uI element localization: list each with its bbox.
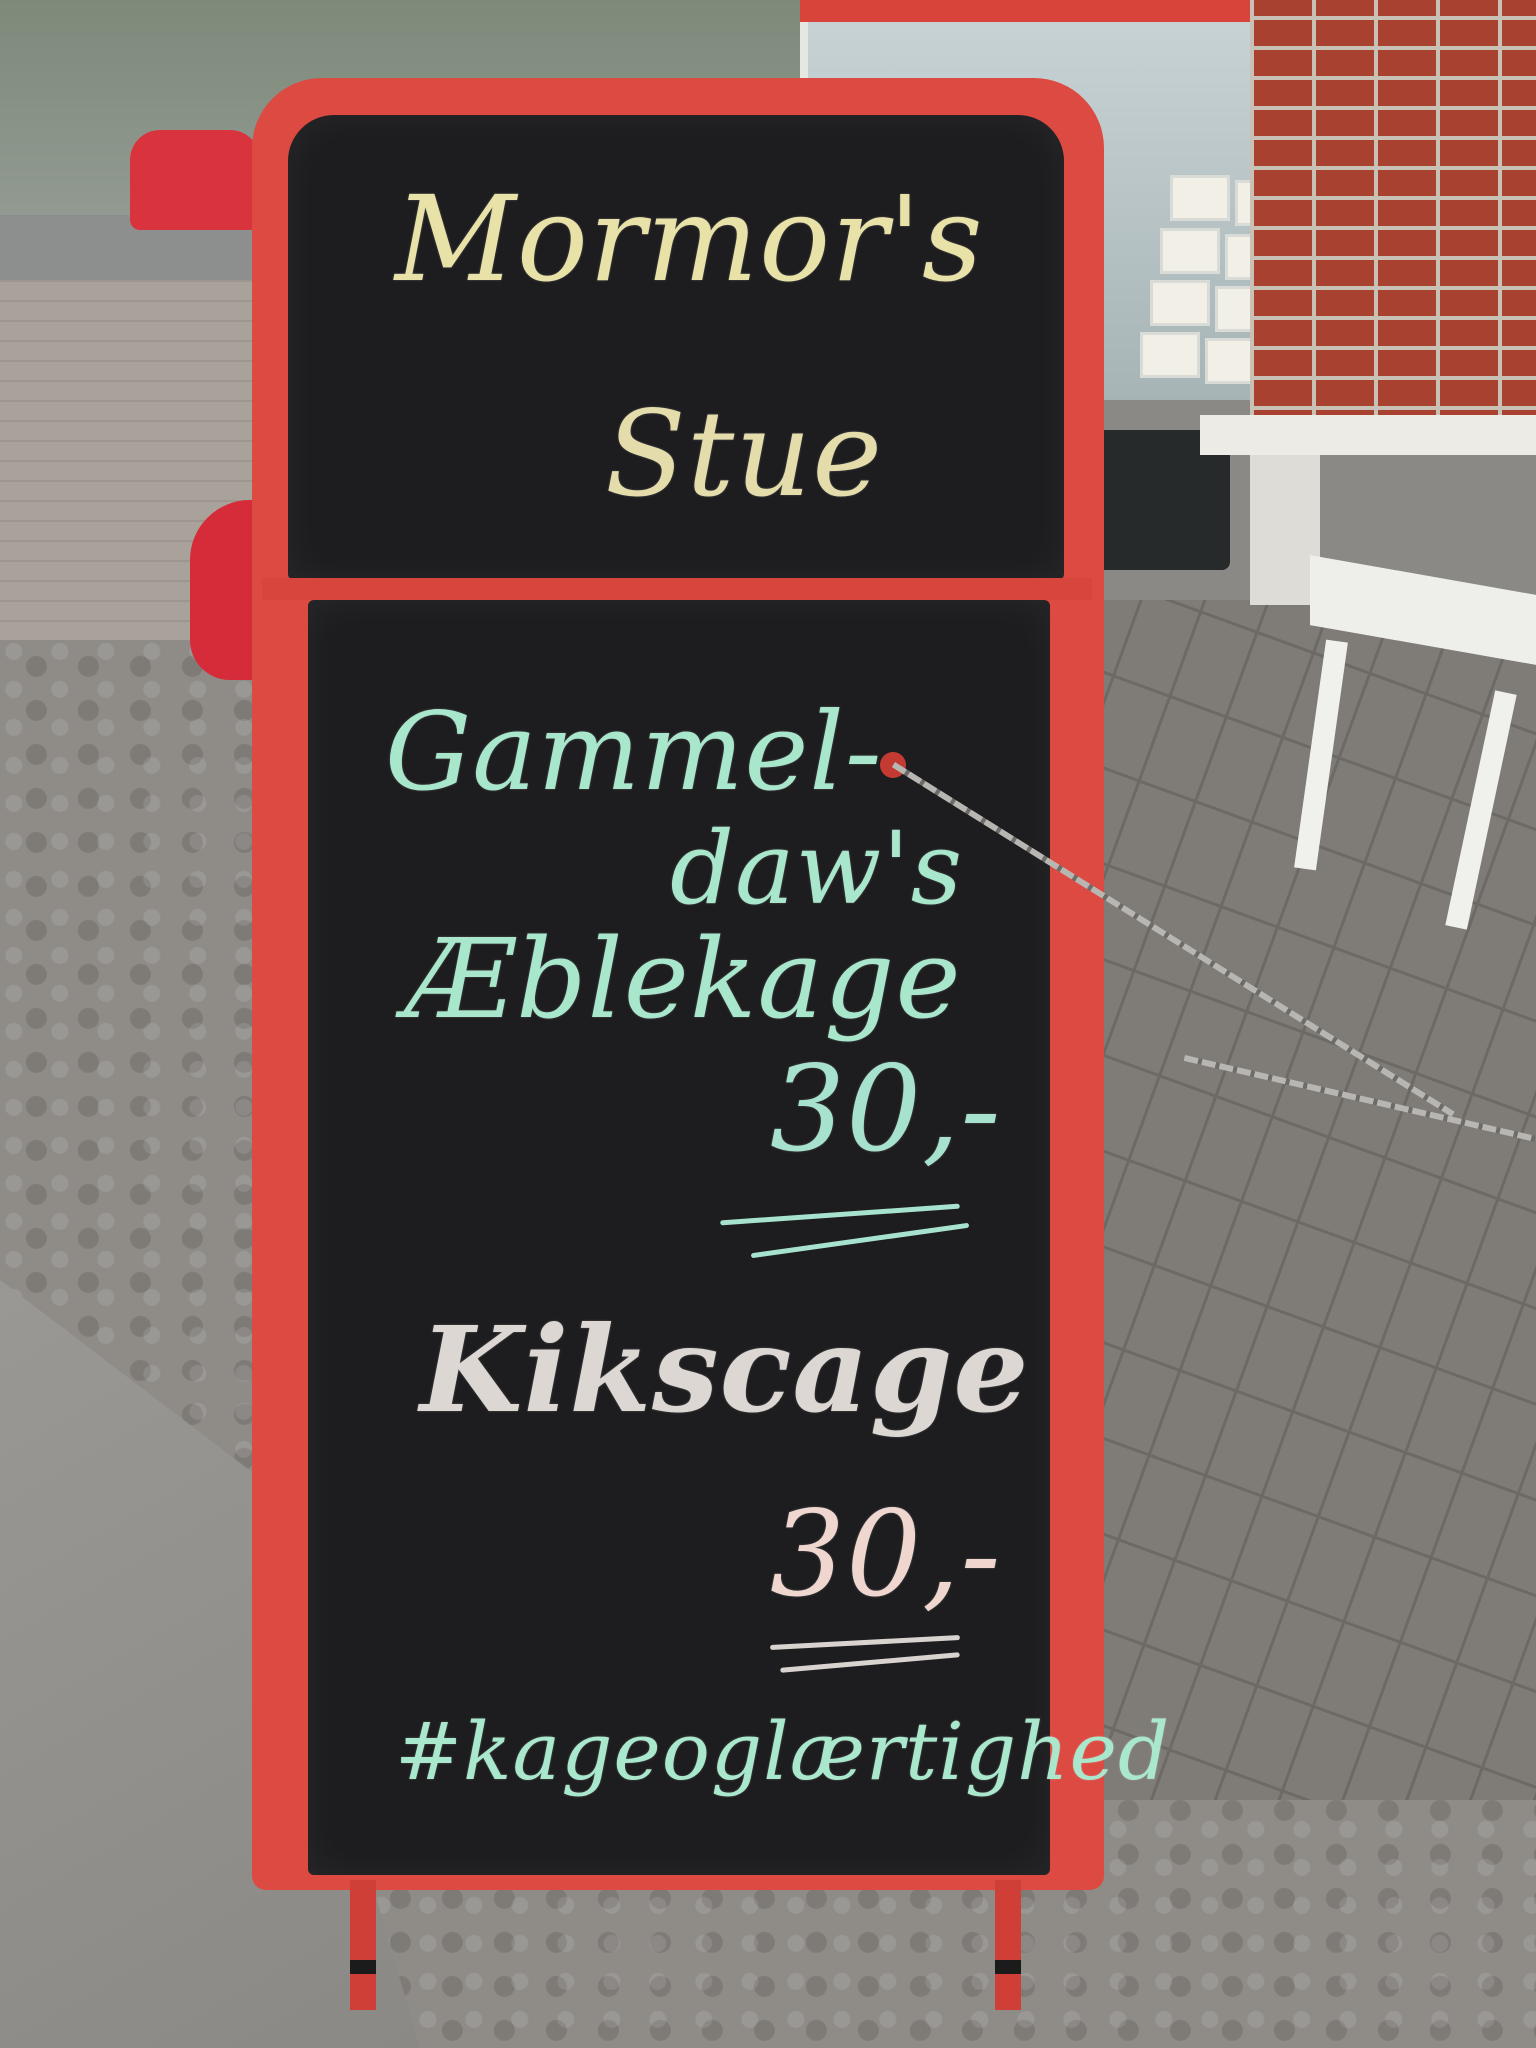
window-listing (1140, 332, 1200, 378)
sign-leg-cap (350, 1960, 376, 1974)
sign-hashtag: #kageoglærtighed (395, 1705, 1171, 1798)
window-listing (1170, 175, 1230, 221)
menu-item1-line1: Gammel- (385, 690, 883, 815)
menu-item1-price: 30,- (770, 1040, 1002, 1178)
white-bench (1200, 415, 1536, 455)
brick-pavers (1040, 600, 1536, 1800)
sign-leg (995, 1880, 1021, 2010)
window-listing (1160, 228, 1220, 274)
menu-item2-name: Kikscage (420, 1300, 1030, 1439)
brick-wall (1250, 0, 1536, 440)
window-listing (1150, 280, 1210, 326)
menu-item1-line2: daw's (670, 810, 964, 927)
sign-title-line1: Mormor's (395, 170, 984, 308)
sign-title-line2: Stue (605, 385, 884, 523)
sign-crossbar (262, 578, 1092, 600)
parked-red-car (130, 130, 260, 230)
menu-item2-price: 30,- (770, 1485, 1002, 1623)
sign-leg-cap (995, 1960, 1021, 1974)
menu-item1-line3: Æblekage (405, 915, 962, 1043)
sign-leg (350, 1880, 376, 2010)
